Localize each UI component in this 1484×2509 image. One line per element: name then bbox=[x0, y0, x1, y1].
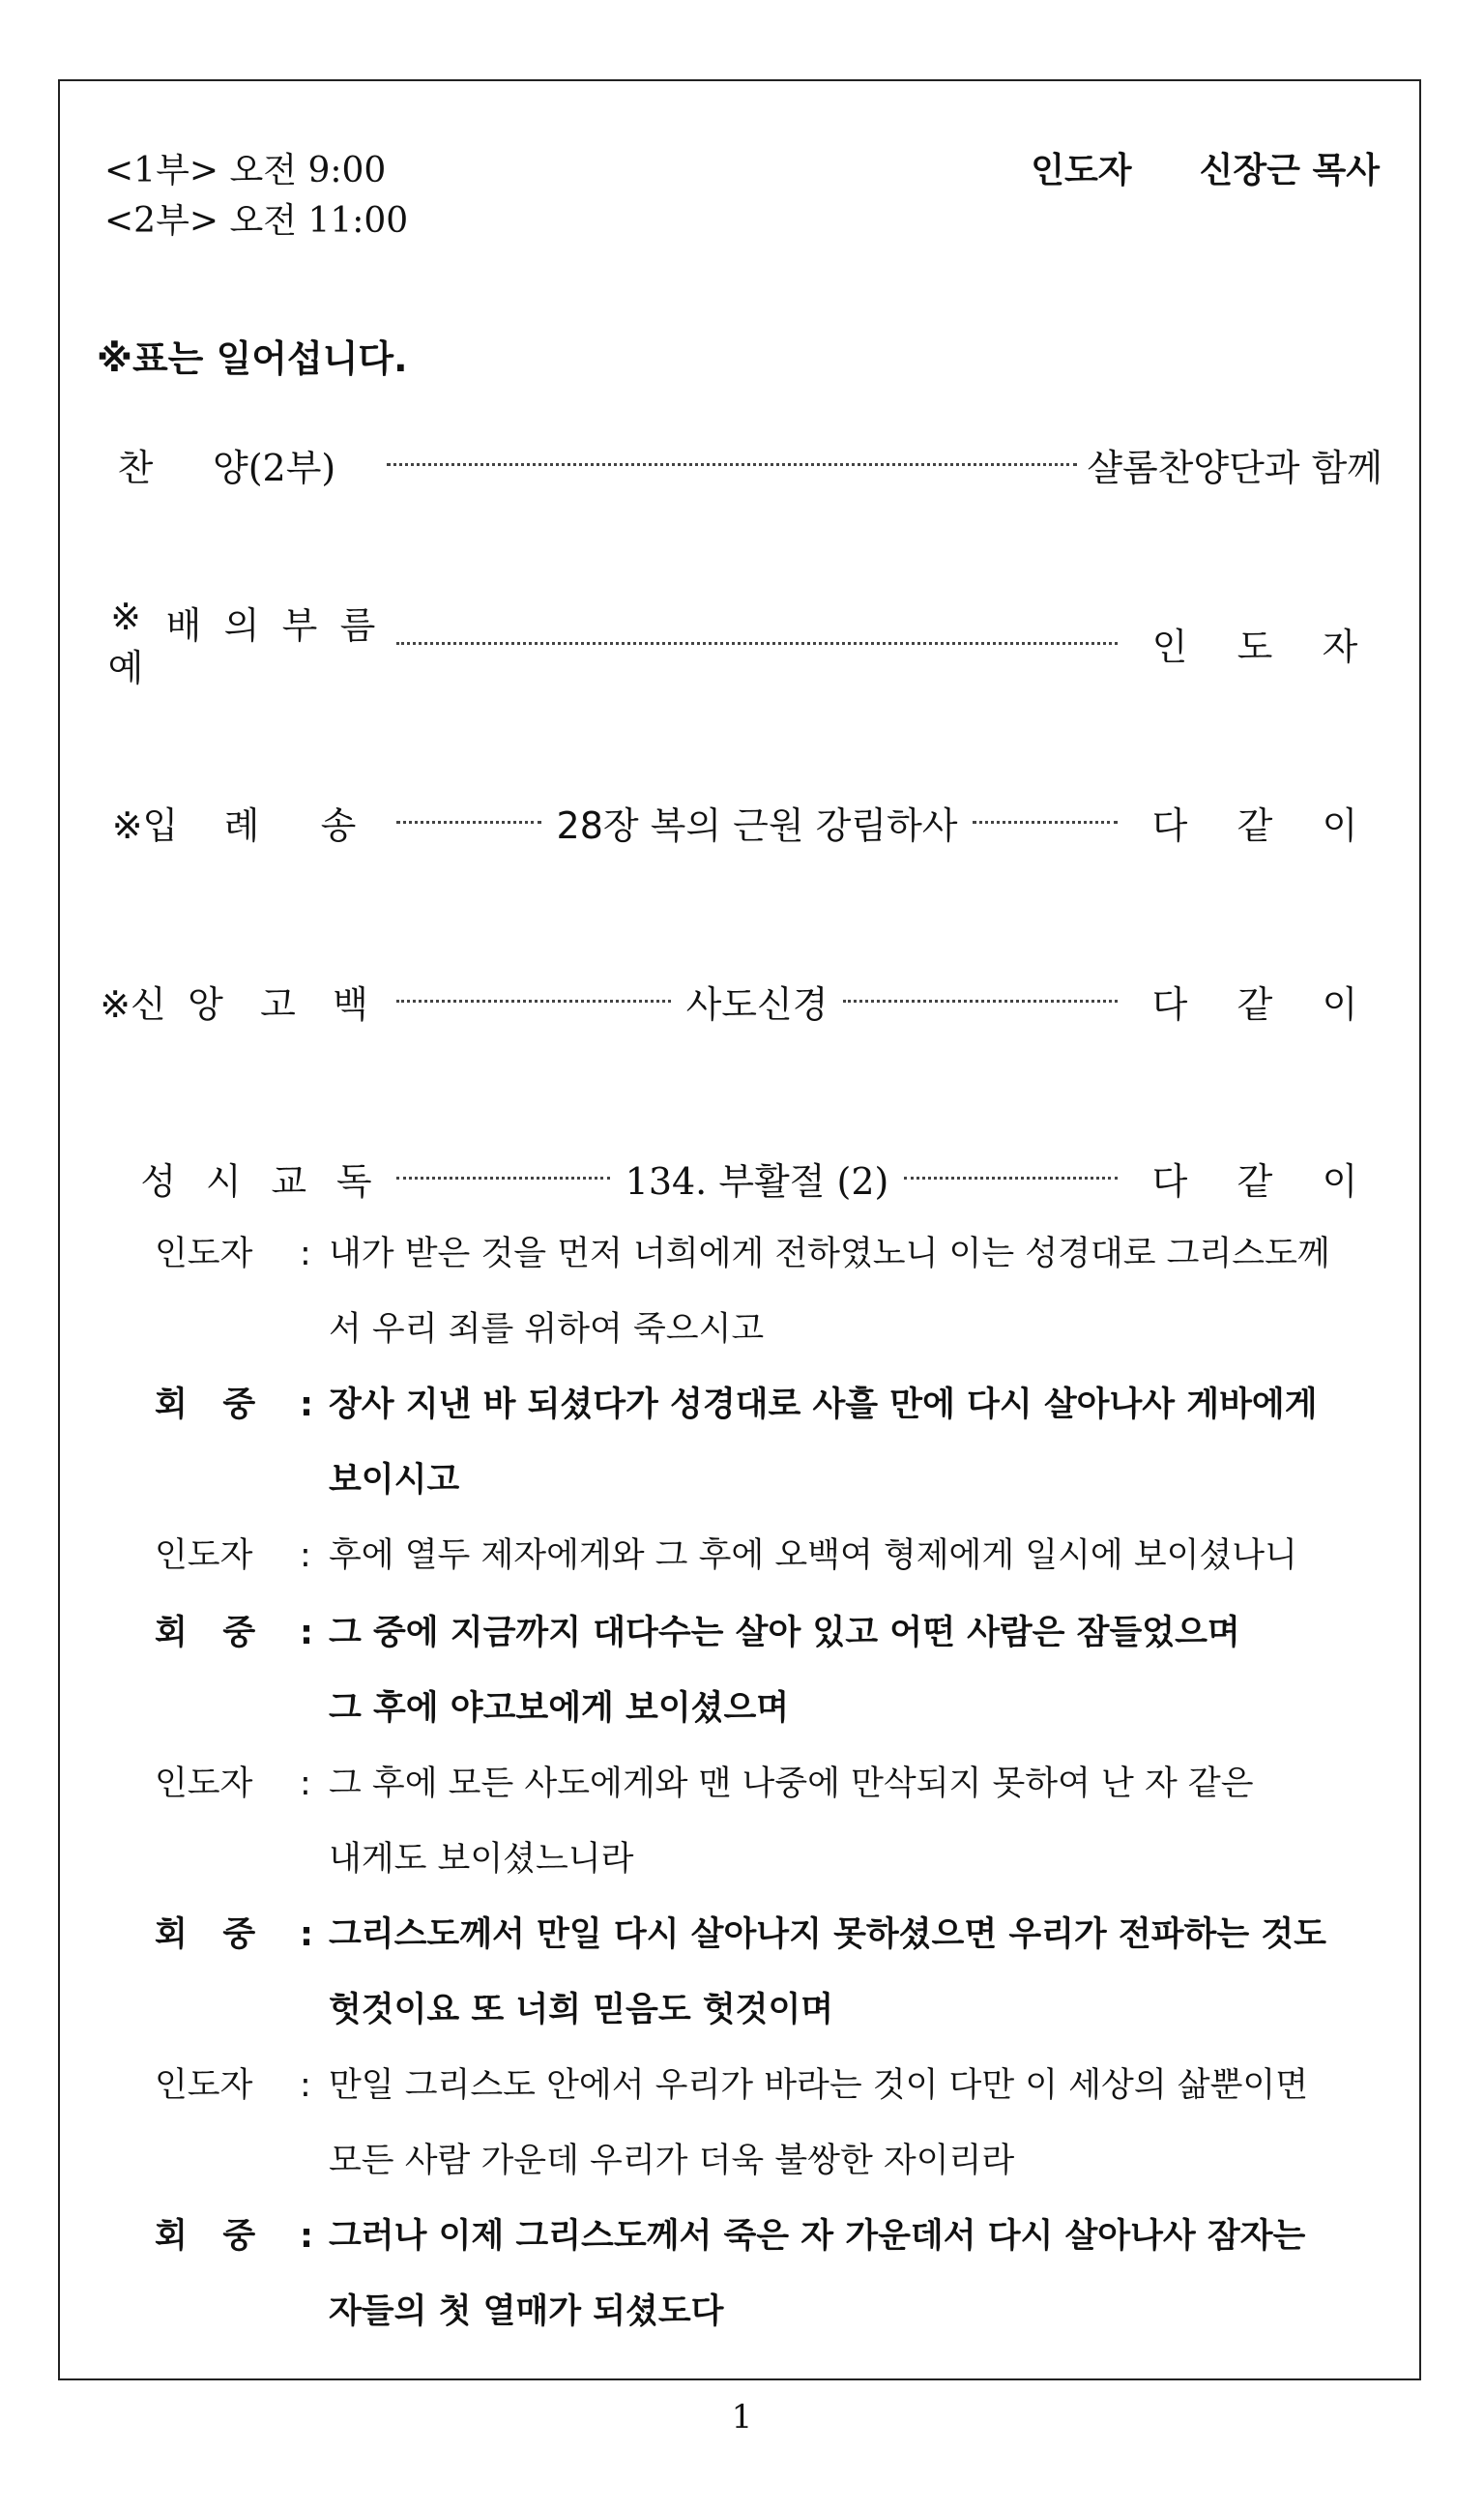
order-item-call-to-worship bbox=[97, 595, 1382, 689]
order-label: ※예 배 의 부 름 bbox=[107, 595, 376, 689]
order-item-creed bbox=[97, 972, 1382, 1030]
reading-congregation: 회 중 : 그러나 이제 그리스도께서 죽은 자 가운데서 다시 살아나사 잠자는 자들의 첫 열매가 되셨도다 bbox=[155, 2217, 1306, 2331]
order-item-responsive-reading bbox=[97, 1149, 1382, 1207]
order-right: 다 같 이 bbox=[1151, 803, 1358, 847]
service-time-2: <2부> 오전 11:00 bbox=[104, 201, 409, 241]
reading-leader: 인도자 : 후에 열두 제자에게와 그 후에 오백여 형제에게 일시에 보이셨나니 bbox=[155, 1536, 1297, 1575]
standing-note: ※표는 일어섭니다. bbox=[97, 337, 408, 380]
hymn-title: 28장 복의 근원 강림하사 bbox=[556, 803, 958, 847]
leader-title: 인도자 bbox=[1031, 151, 1132, 190]
order-label: 찬 양(2부) bbox=[117, 446, 336, 489]
order-label: ※신 앙 고 백 bbox=[100, 982, 368, 1026]
reading-leader: 인도자 : 내가 받은 것을 먼저 너희에게 전하였노니 이는 성경대로 그리스도께 서 우리 죄를 위하여 죽으시고 bbox=[155, 1235, 1330, 1349]
creed-title: 사도신경 bbox=[685, 982, 829, 1026]
order-right: 다 같 이 bbox=[1151, 1159, 1358, 1203]
dot-leader bbox=[387, 1152, 1127, 1205]
page-number: 1 bbox=[731, 2398, 753, 2436]
order-right: 다 같 이 bbox=[1151, 982, 1358, 1026]
dot-leader bbox=[387, 975, 1127, 1028]
reading-leader: 인도자 : 만일 그리스도 안에서 우리가 바라는 것이 다만 이 세상의 삶뿐이면 모든 사람 가운데 우리가 더욱 불쌍한 자이리라 bbox=[155, 2066, 1309, 2180]
order-right: 인 도 자 bbox=[1151, 625, 1358, 668]
reading-congregation: 회 중 : 그리스도께서 만일 다시 살아나지 못하셨으면 우리가 전파하는 것도 헛것이요 또 너희 믿음도 헛것이며 bbox=[155, 1915, 1326, 2029]
order-label: 성 시 교 독 bbox=[140, 1159, 372, 1203]
reading-title: 134. 부활절 (2) bbox=[625, 1159, 889, 1203]
leader-name: 신장근 목사 bbox=[1199, 151, 1380, 190]
order-right: 샬롬찬양단과 함께 bbox=[1087, 446, 1382, 489]
order-item-praise bbox=[97, 435, 1382, 493]
reading-leader: 인도자 : 그 후에 모든 사도에게와 맨 나중에 만삭되지 못하여 난 자 같은 내게도 보이셨느니라 bbox=[155, 1765, 1254, 1879]
dot-leader bbox=[377, 463, 1087, 466]
leader-info bbox=[1031, 143, 1380, 192]
reading-congregation: 회 중 : 장사 지낸 바 되셨다가 성경대로 사흘 만에 다시 살아나사 게바에게 보이시고 bbox=[155, 1386, 1318, 1500]
dot-leader bbox=[387, 796, 1127, 849]
reading-congregation: 회 중 : 그 중에 지금까지 대다수는 살아 있고 어떤 사람은 잠들었으며 그 후에 야고보에게 보이셨으며 bbox=[155, 1614, 1240, 1728]
dot-leader bbox=[387, 642, 1127, 645]
service-time-1: <1부> 오전 9:00 bbox=[104, 151, 387, 190]
order-item-opening-hymn bbox=[97, 793, 1382, 851]
order-label: ※입 례 송 bbox=[111, 803, 357, 847]
